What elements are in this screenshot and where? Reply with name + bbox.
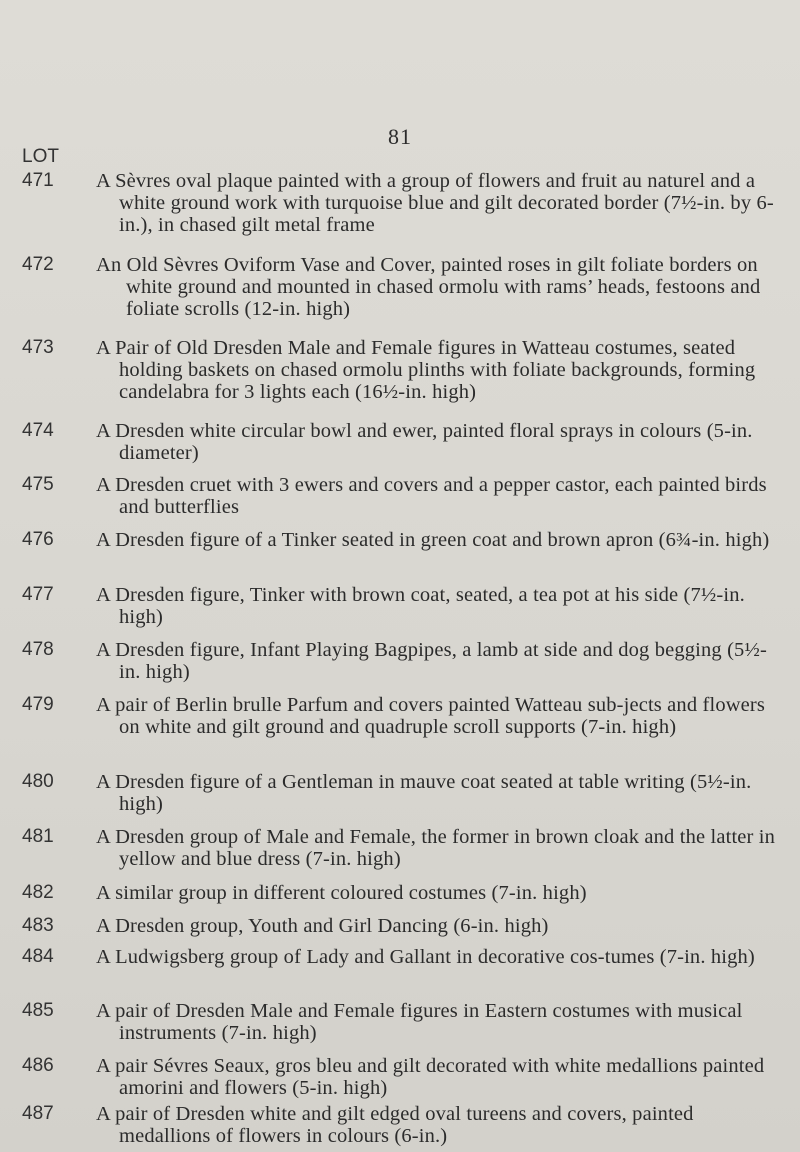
lot-number: 484 xyxy=(22,946,54,967)
lot-description: A pair Sévres Seaux, gros bleu and gilt decorated with white medallions painted amorini and flowers (5-in. high) xyxy=(96,1055,765,1099)
lot-description: A Dresden figure of a Gentleman in mauve coat seated at table writing (5½-in. high) xyxy=(96,771,752,815)
lot-description: A pair of Dresden Male and Female figures in Eastern costumes with musical instruments (7-in. high) xyxy=(96,1000,743,1044)
lot-description: A Ludwigsberg group of Lady and Gallant in decorative cos-tumes (7-in. high) xyxy=(96,946,755,968)
lot-number: 476 xyxy=(22,529,54,550)
lot-description: A similar group in different coloured costumes (7-in. high) xyxy=(96,882,587,904)
lot-description: A Sèvres oval plaque painted with a group of flowers and fruit au naturel and a white ground work with turquoise blue and gilt decorated border (7½-in. by 6-in.), in chased gilt metal frame xyxy=(96,170,774,236)
lot-description: A Dresden figure, Tinker with brown coat, seated, a tea pot at his side (7½-in. high) xyxy=(96,584,745,628)
lot-description: A Dresden figure of a Tinker seated in green coat and brown apron (6¾-in. high) xyxy=(96,529,770,551)
lot-column-header: LOT xyxy=(22,146,59,167)
lot-description: An Old Sèvres Oviform Vase and Cover, painted roses in gilt foliate borders on white ground and mounted in chased ormolu with rams’ heads, festoons and foliate scrolls (12-in. high) xyxy=(96,254,761,320)
lot-number: 477 xyxy=(22,584,54,605)
lot-number: 486 xyxy=(22,1055,54,1076)
lot-description: A pair of Dresden white and gilt edged oval tureens and covers, painted medallions of flowers in colours (6-in.) xyxy=(96,1103,694,1147)
lot-number: 480 xyxy=(22,771,54,792)
lot-description: A Dresden cruet with 3 ewers and covers and a pepper castor, each painted birds and butterflies xyxy=(96,474,767,518)
lot-number: 483 xyxy=(22,915,54,936)
lot-description: A Dresden group of Male and Female, the former in brown cloak and the latter in yellow and blue dress (7-in. high) xyxy=(96,826,776,870)
lot-number: 471 xyxy=(22,170,54,191)
lot-number: 481 xyxy=(22,826,54,847)
lot-description: A pair of Berlin brulle Parfum and covers painted Watteau sub-jects and flowers on white and gilt ground and quadruple scroll supports (7-in. high) xyxy=(96,694,766,738)
lot-description: A Pair of Old Dresden Male and Female figures in Watteau costumes, seated holding baskets on chased ormolu plinths with foliate backgrounds, forming candelabra for 3 lights each (16½-in. high) xyxy=(96,337,756,403)
lot-description: A Dresden white circular bowl and ewer, painted floral sprays in colours (5-in. diameter) xyxy=(96,420,753,464)
lot-description: A Dresden group, Youth and Girl Dancing (6-in. high) xyxy=(96,915,549,937)
lot-number: 479 xyxy=(22,694,54,715)
lot-description: A Dresden figure, Infant Playing Bagpipes, a lamb at side and dog begging (5½-in. high) xyxy=(96,639,767,683)
page-number: 81 xyxy=(388,124,412,149)
lot-number: 482 xyxy=(22,882,54,903)
lot-number: 472 xyxy=(22,254,54,275)
lot-number: 473 xyxy=(22,337,54,358)
lot-number: 475 xyxy=(22,474,54,495)
lot-number: 485 xyxy=(22,1000,54,1021)
lot-number: 487 xyxy=(22,1103,54,1124)
lot-number: 478 xyxy=(22,639,54,660)
lot-number: 474 xyxy=(22,420,54,441)
